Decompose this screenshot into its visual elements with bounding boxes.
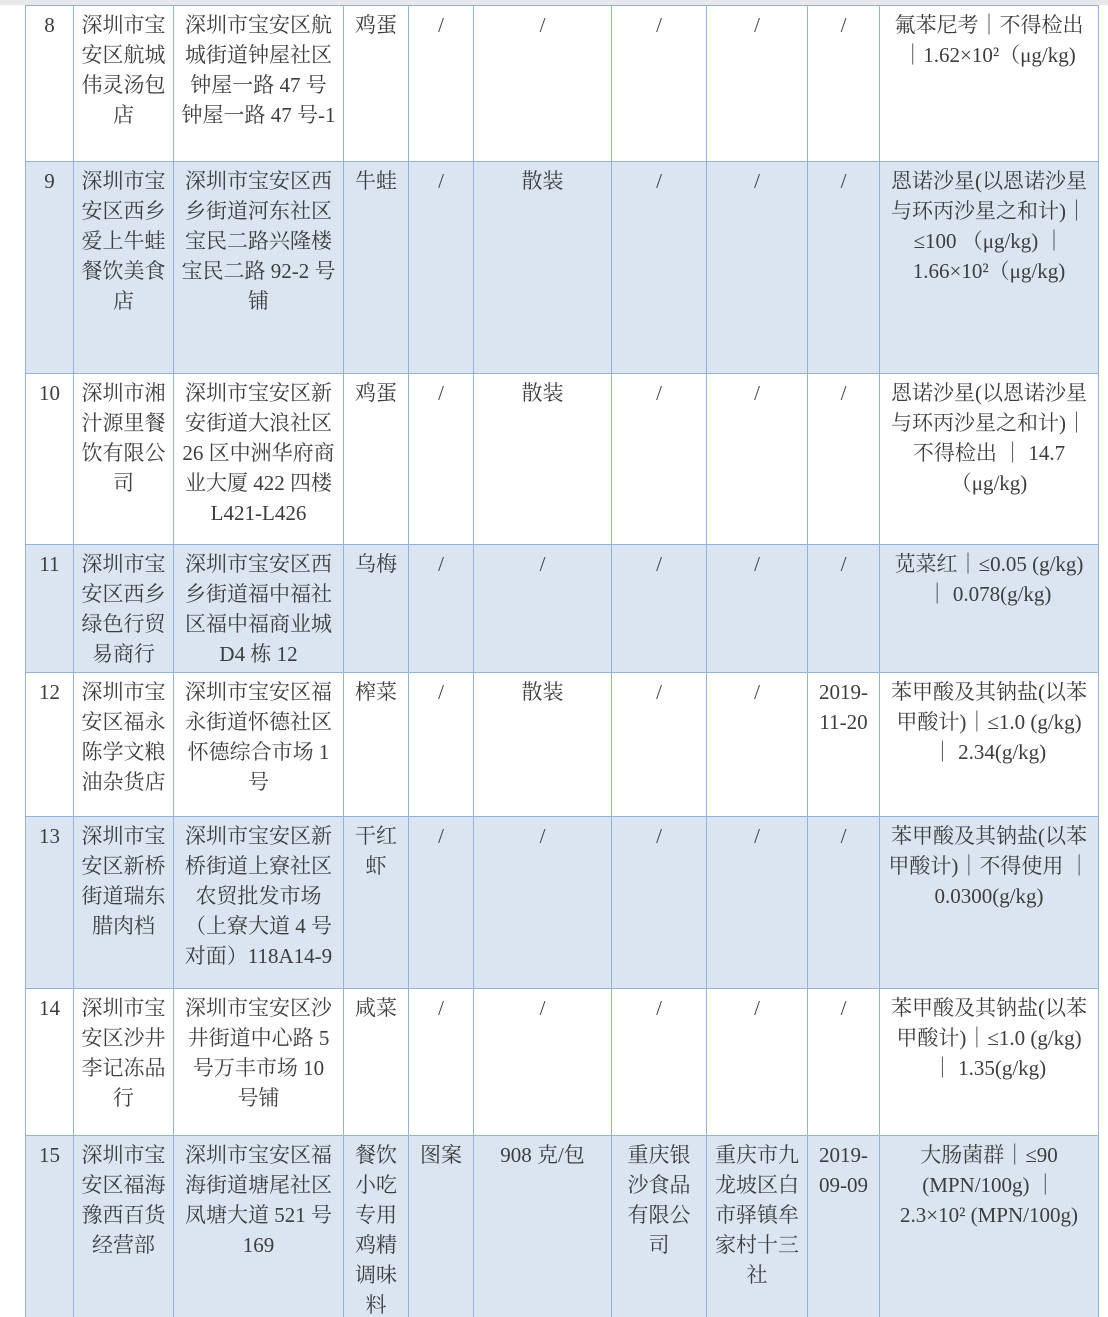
cell-result: 大肠菌群｜≤90 (MPN/100g) ｜ 2.3×10² (MPN/100g) [880, 1136, 1099, 1317]
cell-manufacturer_address: / [707, 6, 808, 162]
table-row [26, 545, 1099, 673]
cell-trademark: / [409, 673, 474, 817]
cell-seq: 12 [26, 673, 74, 817]
cell-company: 深圳市宝安区福永陈学文粮油杂货店 [74, 673, 174, 817]
cell-spec: / [474, 6, 612, 162]
cell-result: 恩诺沙星(以恩诺沙星与环丙沙星之和计)｜≤100 （μg/kg) ｜ 1.66×10²（μg/kg) [880, 162, 1099, 374]
cell-manufacturer_address: / [707, 162, 808, 374]
cell-trademark: / [409, 6, 474, 162]
cell-production_date: 2019-09-09 [808, 1136, 880, 1317]
cell-production_date: / [808, 162, 880, 374]
cell-seq: 9 [26, 162, 74, 374]
cell-seq: 11 [26, 545, 74, 673]
table-body [26, 6, 1099, 1317]
cell-result: 苯甲酸及其钠盐(以苯甲酸计)｜≤1.0 (g/kg) ｜ 2.34(g/kg) [880, 673, 1099, 817]
cell-result: 苯甲酸及其钠盐(以苯甲酸计)｜不得使用 ｜ 0.0300(g/kg) [880, 817, 1099, 989]
table-row [26, 374, 1099, 545]
cell-manufacturer_address: / [707, 673, 808, 817]
cell-company: 深圳市宝安区西乡爱上牛蛙餐饮美食店 [74, 162, 174, 374]
cell-seq: 15 [26, 1136, 74, 1317]
table-row [26, 6, 1099, 162]
cell-product: 牛蛙 [344, 162, 409, 374]
cell-trademark: / [409, 374, 474, 545]
cell-manufacturer: / [612, 817, 707, 989]
cell-manufacturer_address: / [707, 545, 808, 673]
cell-manufacturer: / [612, 673, 707, 817]
cell-spec: 908 克/包 [474, 1136, 612, 1317]
cell-company: 深圳市宝安区福海豫西百货经营部 [74, 1136, 174, 1317]
cell-company: 深圳市宝安区航城伟灵汤包店 [74, 6, 174, 162]
cell-spec: / [474, 545, 612, 673]
cell-address: 深圳市宝安区福永街道怀德社区怀德综合市场 1 号 [174, 673, 344, 817]
cell-address: 深圳市宝安区西乡街道河东社区宝民二路兴隆楼宝民二路 92-2 号铺 [174, 162, 344, 374]
cell-company: 深圳市宝安区西乡绿色行贸易商行 [74, 545, 174, 673]
cell-product: 鸡蛋 [344, 374, 409, 545]
cell-production_date: 2019-11-20 [808, 673, 880, 817]
cell-seq: 10 [26, 374, 74, 545]
cell-address: 深圳市宝安区新桥街道上寮社区农贸批发市场（上寮大道 4 号对面）118A14-9 [174, 817, 344, 989]
cell-product: 干红虾 [344, 817, 409, 989]
cell-manufacturer_address: / [707, 989, 808, 1136]
cell-production_date: / [808, 374, 880, 545]
cell-trademark: / [409, 817, 474, 989]
cell-company: 深圳市宝安区新桥街道瑞东腊肉档 [74, 817, 174, 989]
cell-production_date: / [808, 817, 880, 989]
cell-manufacturer_address: / [707, 817, 808, 989]
table-row [26, 989, 1099, 1136]
table-row [26, 1136, 1099, 1317]
cell-manufacturer: / [612, 545, 707, 673]
cell-manufacturer: / [612, 989, 707, 1136]
cell-company: 深圳市湘汁源里餐饮有限公司 [74, 374, 174, 545]
cell-result: 氟苯尼考｜不得检出｜1.62×10²（μg/kg) [880, 6, 1099, 162]
cell-manufacturer: / [612, 6, 707, 162]
cell-production_date: / [808, 545, 880, 673]
cell-product: 乌梅 [344, 545, 409, 673]
cell-trademark: / [409, 989, 474, 1136]
table-row [26, 162, 1099, 374]
cell-spec: 散装 [474, 374, 612, 545]
cell-seq: 13 [26, 817, 74, 989]
cell-product: 鸡蛋 [344, 6, 409, 162]
cell-company: 深圳市宝安区沙井李记冻品行 [74, 989, 174, 1136]
cell-product: 榨菜 [344, 673, 409, 817]
cell-manufacturer: / [612, 162, 707, 374]
cell-spec: / [474, 989, 612, 1136]
cell-result: 苯甲酸及其钠盐(以苯甲酸计)｜≤1.0 (g/kg) ｜ 1.35(g/kg) [880, 989, 1099, 1136]
cell-spec: 散装 [474, 162, 612, 374]
cell-product: 咸菜 [344, 989, 409, 1136]
cell-spec: 散装 [474, 673, 612, 817]
cell-trademark: 图案 [409, 1136, 474, 1317]
cell-address: 深圳市宝安区新安街道大浪社区 26 区中洲华府商业大厦 422 四楼 L421-L426 [174, 374, 344, 545]
cell-spec: / [474, 817, 612, 989]
cell-address: 深圳市宝安区航城街道钟屋社区钟屋一路 47 号钟屋一路 47 号-1 [174, 6, 344, 162]
table-row [26, 817, 1099, 989]
cell-product: 餐饮小吃专用鸡精调味料 [344, 1136, 409, 1317]
cell-trademark: / [409, 545, 474, 673]
inspection-results-table [25, 5, 1099, 1317]
cell-address: 深圳市宝安区福海街道塘尾社区凤塘大道 521 号 169 [174, 1136, 344, 1317]
cell-seq: 14 [26, 989, 74, 1136]
cell-manufacturer: 重庆银沙食品有限公司 [612, 1136, 707, 1317]
cell-seq: 8 [26, 6, 74, 162]
cell-address: 深圳市宝安区西乡街道福中福社区福中福商业城 D4 栋 12 [174, 545, 344, 673]
table-row [26, 673, 1099, 817]
cell-address: 深圳市宝安区沙井街道中心路 5 号万丰市场 10 号铺 [174, 989, 344, 1136]
cell-production_date: / [808, 989, 880, 1136]
cell-production_date: / [808, 6, 880, 162]
cell-result: 恩诺沙星(以恩诺沙星与环丙沙星之和计)｜不得检出 ｜ 14.7（μg/kg) [880, 374, 1099, 545]
cell-result: 苋菜红｜≤0.05 (g/kg) ｜ 0.078(g/kg) [880, 545, 1099, 673]
cell-manufacturer_address: / [707, 374, 808, 545]
cell-manufacturer: / [612, 374, 707, 545]
cell-trademark: / [409, 162, 474, 374]
cell-manufacturer_address: 重庆市九龙坡区白市驿镇牟家村十三社 [707, 1136, 808, 1317]
